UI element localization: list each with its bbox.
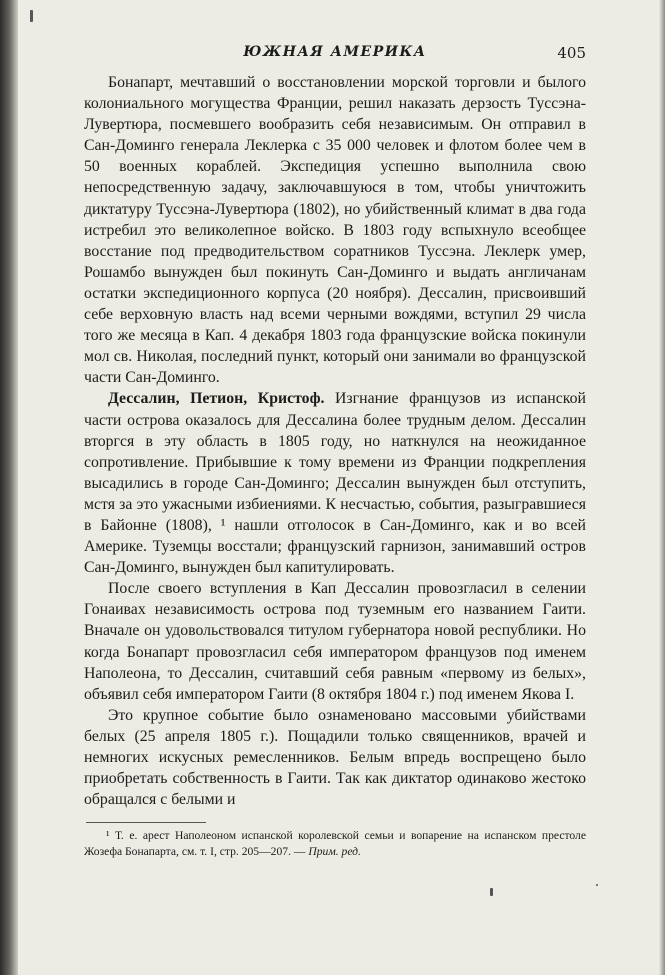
page-header <box>84 44 586 66</box>
page-gutter-shadow <box>0 0 18 975</box>
scan-mark <box>30 10 33 22</box>
body-text <box>84 72 586 810</box>
scan-speck <box>490 888 493 896</box>
scan-speck <box>596 884 598 886</box>
page-edge-right <box>659 0 665 975</box>
running-title: ЮЖНАЯ АМЕРИКА <box>243 44 427 60</box>
footnote <box>84 828 586 860</box>
paragraph-text: Бонапарт, мечтавший о восстановлении морской торговли и былого колониального могущества Франции, решил наказать дерзость Туссэна-Лувертюра, посмевшего вообразить себя независимым. Он отправил в Сан-Доминго генерала Леклерка с 35 000 человек и флотом более чем в 50 военных кораблей. Экспедиция успешно выполнила свою непосредственную задачу, заключавшуюся в том, чтобы уничтожить диктатуру Туссэна-Лувертюра (1802), но убийственный климат в два года истребил это великолепное войско. В 1803 году вспыхнуло всеобщее восстание под предводительством соратников Туссэна. Леклерк умер, Рошамбо вынужден был покинуть Сан-Доминго и выдать англичанам остатки экспедиционного корпуса (20 ноября). Дессалин, присвоивший себе верховную власть над всеми черными вождями, вступил 29 числа того же месяца в Кап. 4 декабря 1803 года французские войска покинули мол св. Николая, последний пункт, который они занимали во французской части Сан-Доминго. <box>84 74 586 387</box>
paragraph-text: После своего вступления в Кап Дессалин провозгласил в селении Гонаивах независимость острова под туземным его названием Гаити. Вначале он удовольствовался титулом губернатора новой республики. Но когда Бонапарт провозгласил себя императором французов под именем Наполеона, то Дессалин, считавший себя равным «первому из белых», объявил себя императором Гаити (8 октября 1804 г.) под именем Якова I. <box>84 580 586 703</box>
paragraph-text: Это крупное событие было ознаменовано массовыми убийствами белых (25 апреля 1805 г.). Пощадили только священников, врачей и немногих искусных ремесленников. Белым впредь воспрещено было приобретать собственность в Гаити. Так как диктатор одинаково жестоко обращался с белыми и <box>84 706 586 809</box>
footnote-rule <box>86 822 206 823</box>
paragraph-1 <box>84 72 586 388</box>
footnote-text: ¹ Т. е. арест Наполеоном испанской королевской семьи и вопарение на испанском престоле Жозефа Бонапарта, см. т. I, стр. 205—207. — <box>84 829 586 858</box>
paragraph-4 <box>84 705 586 810</box>
paragraph-2 <box>84 388 586 578</box>
page-number: 405 <box>557 44 586 62</box>
paragraph-bold-lead: Дессалин, Петион, Кристоф. <box>108 390 325 408</box>
footnote-editor-note: Прим. ред. <box>308 845 361 858</box>
paragraph-text: Изгнание французов из испанской части острова оказалось для Дессалина более трудным делом. Дессалин вторгся в эту область в 1805 году, но наткнулся на неожиданное сопротивление. Прибывшие к тому времени из Франции подкрепления высадились в городе Сан-Доминго; Дессалин вынужден был отступить, мстя за это ужасными избиениями. К несчастью, события, разыгравшиеся в Байонне (1808), ¹ нашли отголосок в Сан-Доминго, как и во всей Америке. Туземцы восстали; французский гарнизон, занимавший остров Сан-Доминго, вынужден был капитулировать. <box>84 390 586 577</box>
paragraph-3 <box>84 578 586 705</box>
